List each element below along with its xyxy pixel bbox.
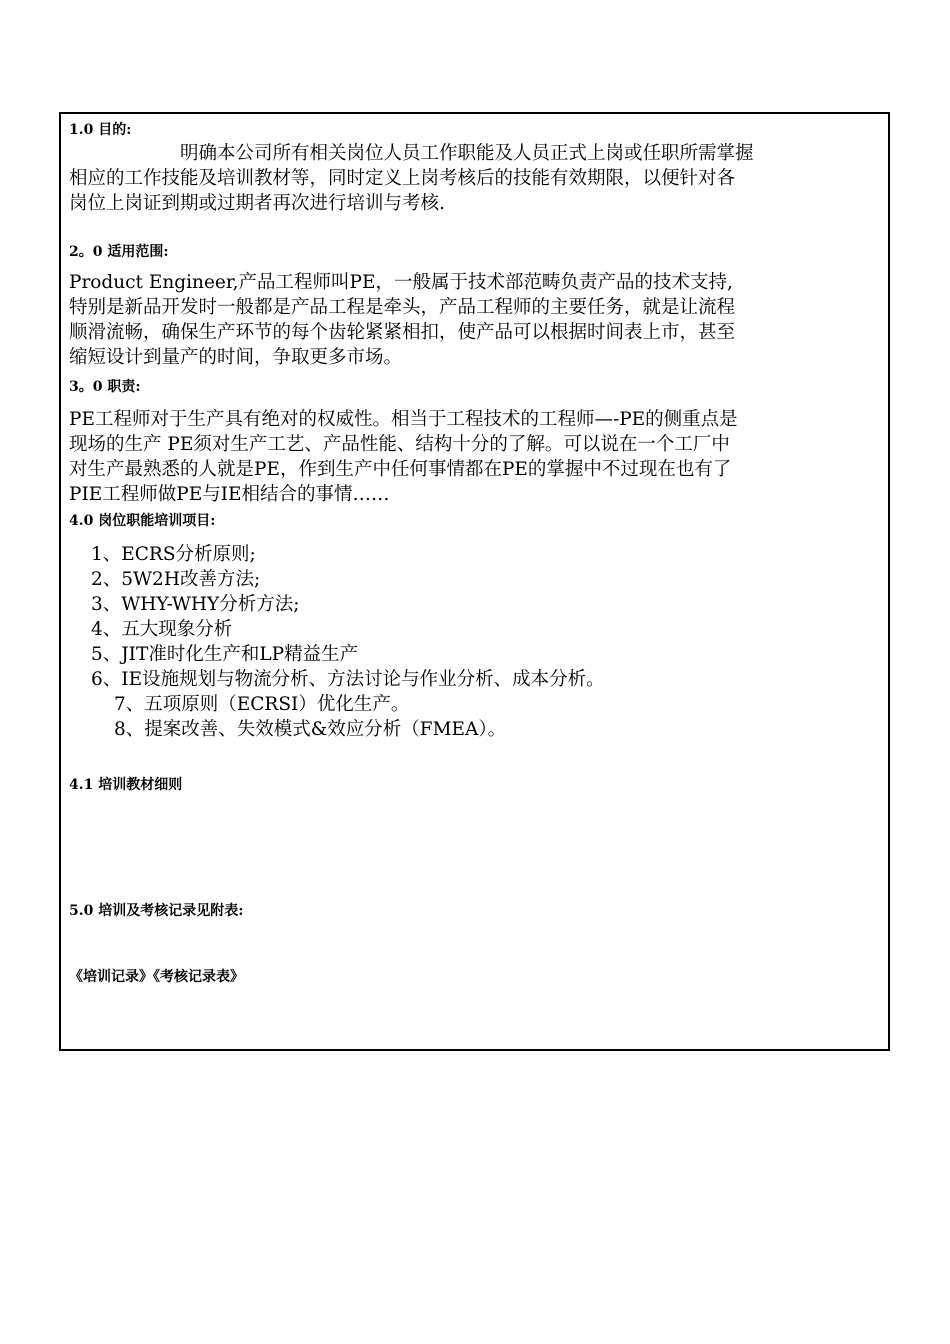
section-3-body bbox=[69, 407, 884, 507]
section-4-1-heading: 4.1 培训教材细则 bbox=[69, 777, 183, 793]
list-item: 5、JIT准时化生产和LP精益生产 bbox=[91, 644, 359, 665]
section-2-line: 特别是新品开发时一般都是产品工程是牵头，产品工程师的主要任务，就是让流程 bbox=[69, 297, 736, 318]
section-3-line: 现场的生产 PE须对生产工艺、产品性能、结构十分的了解。可以说在一个工厂中 bbox=[69, 434, 730, 455]
section-5-heading: 5.0 培训及考核记录见附表: bbox=[69, 903, 244, 919]
list-item: 6、IE设施规划与物流分析、方法讨论与作业分析、成本分析。 bbox=[91, 669, 605, 690]
section-1-body bbox=[69, 141, 884, 216]
list-item: 2、5W2H改善方法; bbox=[91, 569, 261, 590]
section-1-line: 明确本公司所有相关岗位人员工作职能及人员正式上岗或任职所需掌握 bbox=[180, 143, 754, 164]
list-item: 3、WHY-WHY分析方法; bbox=[91, 594, 300, 615]
list-item: 4、五大现象分析 bbox=[91, 619, 233, 640]
section-2-body bbox=[69, 270, 884, 370]
section-2-line: 缩短设计到量产的时间，争取更多市场。 bbox=[69, 347, 403, 368]
records-reference: 《培训记录》《考核记录表》 bbox=[69, 969, 244, 985]
section-1-line: 相应的工作技能及培训教材等，同时定义上岗考核后的技能有效期限，以便针对各 bbox=[69, 168, 736, 189]
training-items-list bbox=[61, 542, 605, 742]
section-2-heading: 2。0 适用范围: bbox=[69, 244, 169, 260]
section-4-heading: 4.0 岗位职能培训项目: bbox=[69, 513, 216, 529]
section-3-heading: 3。0 职责: bbox=[69, 379, 141, 395]
section-1-heading: 1.0 目的: bbox=[69, 122, 132, 138]
section-3-line: 对生产最熟悉的人就是PE，作到生产中任何事情都在PE的掌握中不过现在也有了 bbox=[69, 459, 732, 480]
section-3-line: PE工程师对于生产具有绝对的权威性。相当于工程技术的工程师—-PE的侧重点是 bbox=[69, 409, 738, 430]
document-frame bbox=[59, 112, 890, 1051]
list-item: 1、ECRS分析原则; bbox=[91, 544, 256, 565]
section-1-line: 岗位上岗证到期或过期者再次进行培训与考核. bbox=[69, 193, 445, 214]
section-3-line: PIE工程师做PE与IE相结合的事情…… bbox=[69, 484, 390, 505]
list-item: 7、五项原则（ECRSI）优化生产。 bbox=[114, 694, 410, 715]
section-2-line: 顺滑流畅，确保生产环节的每个齿轮紧紧相扣，使产品可以根据时间表上市，甚至 bbox=[69, 322, 736, 343]
list-item: 8、提案改善、失效模式&效应分析（FMEA）。 bbox=[114, 719, 507, 740]
section-2-line: Product Engineer,产品工程师叫PE，一般属于技术部范畴负责产品的技术支持, bbox=[69, 272, 733, 293]
